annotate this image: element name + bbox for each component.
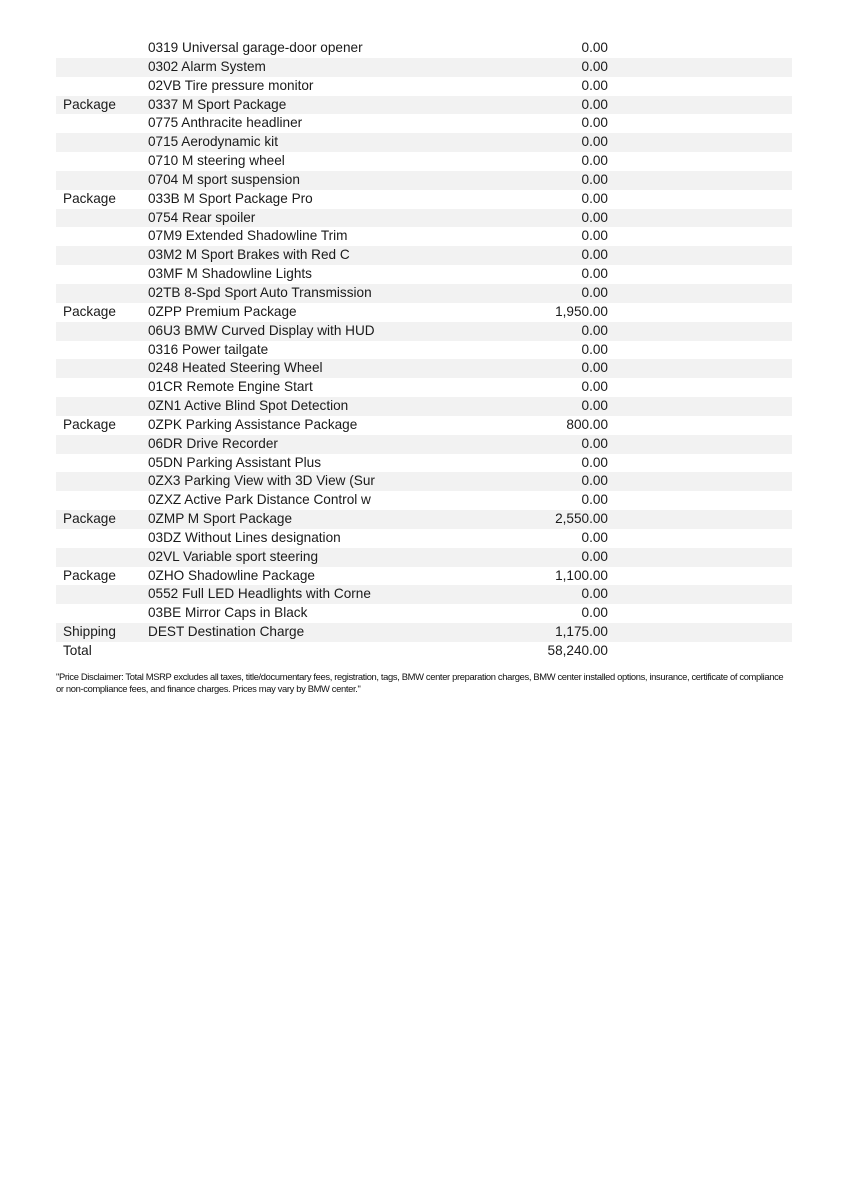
line-item-row [56,39,792,58]
line-item-description: 0337 M Sport Package [144,96,524,115]
row-spacer [608,133,792,152]
line-item-description: 07M9 Extended Shadowline Trim [148,228,348,244]
line-item-row [56,510,792,529]
line-item-description: 0316 Power tailgate [148,341,269,357]
line-item-row [56,623,792,642]
row-spacer [608,585,792,604]
row-spacer [608,246,792,265]
line-item-price: 0.00 [524,133,608,152]
line-item-price: 0.00 [581,605,608,621]
line-item-row [56,322,792,341]
line-item-row [56,284,792,303]
row-spacer [608,548,792,567]
price-table-body [56,39,792,661]
row-spacer [608,39,792,58]
line-item-row [56,491,792,510]
row-spacer [608,416,792,435]
row-spacer [608,510,792,529]
line-item-price: 0.00 [524,171,608,190]
line-item-category [56,341,144,360]
line-item-description: 06DR Drive Recorder [144,435,524,454]
line-item-category: Package [63,416,116,432]
line-item-category [56,435,144,454]
line-item-category [56,378,144,397]
line-item-price: 1,175.00 [524,623,608,642]
line-item-row [56,58,792,77]
row-spacer [608,623,792,642]
line-item-row [56,416,792,435]
line-item-row [56,567,792,586]
total-row [56,642,792,661]
line-item-price: 0.00 [581,77,608,93]
line-item-row [56,152,792,171]
line-item-description: 02TB 8-Spd Sport Auto Transmission [144,284,524,303]
line-item-price: 0.00 [581,529,608,545]
line-item-row [56,265,792,284]
line-item-price: 0.00 [524,548,608,567]
line-item-row [56,133,792,152]
row-spacer [608,359,792,378]
line-item-price: 0.00 [581,492,608,508]
line-item-price: 0.00 [581,228,608,244]
line-item-description: 03M2 M Sport Brakes with Red C [144,246,524,265]
line-item-category: Package [63,567,116,583]
line-item-description [144,642,524,661]
line-item-price: 0.00 [581,153,608,169]
line-item-row [56,435,792,454]
price-table [56,39,792,661]
line-item-price: 0.00 [524,209,608,228]
row-spacer [608,284,792,303]
row-spacer [608,77,792,96]
line-item-row [56,529,792,548]
line-item-row [56,548,792,567]
line-item-price: 1,950.00 [555,303,608,319]
row-spacer [608,397,792,416]
row-spacer [608,567,792,586]
line-item-description: 03DZ Without Lines designation [148,529,341,545]
line-item-category [56,491,144,510]
line-item-row [56,585,792,604]
row-spacer [608,604,792,623]
line-item-description: 0ZX3 Parking View with 3D View (Sur [144,472,524,491]
line-item-row [56,378,792,397]
line-item-category [56,265,144,284]
line-item-description: 0ZN1 Active Blind Spot Detection [144,397,524,416]
line-item-price: 0.00 [581,454,608,470]
line-item-row [56,246,792,265]
line-item-description: 02VB Tire pressure monitor [148,77,314,93]
line-item-description: 0ZPK Parking Assistance Package [148,416,358,432]
row-spacer [608,642,792,661]
line-item-price: 0.00 [581,40,608,55]
line-item-row [56,114,792,133]
line-item-price: 2,550.00 [524,510,608,529]
line-item-description: 0715 Aerodynamic kit [144,133,524,152]
line-item-description: 0319 Universal garage-door opener [148,40,363,55]
row-spacer [608,171,792,190]
line-item-price: 0.00 [524,58,608,77]
line-item-price: 0.00 [524,359,608,378]
line-item-description: 0710 M steering wheel [148,153,285,169]
line-item-description: DEST Destination Charge [144,623,524,642]
row-spacer [608,322,792,341]
line-item-description: 0ZMP M Sport Package [144,510,524,529]
row-spacer [608,472,792,491]
line-item-row [56,227,792,246]
row-spacer [608,341,792,360]
line-item-row [56,359,792,378]
line-item-price: 0.00 [581,266,608,282]
line-item-description: 0302 Alarm System [144,58,524,77]
line-item-price: 0.00 [524,472,608,491]
row-spacer [608,265,792,284]
line-item-description: 0ZHO Shadowline Package [148,567,315,583]
line-item-description: 02VL Variable sport steering [144,548,524,567]
row-spacer [608,209,792,228]
row-spacer [608,435,792,454]
line-item-price: 0.00 [581,341,608,357]
line-item-category: Package [63,190,116,206]
line-item-category [56,209,144,228]
line-item-category [56,77,144,96]
line-item-category: Package [56,510,144,529]
line-item-price: 0.00 [581,115,608,131]
line-item-category [56,359,144,378]
line-item-price: 800.00 [566,416,608,432]
line-item-category: Shipping [56,623,144,642]
line-item-description: 0ZPP Premium Package [148,303,297,319]
line-item-description: 05DN Parking Assistant Plus [148,454,322,470]
line-item-price: 0.00 [581,379,608,395]
line-item-row [56,77,792,96]
line-item-category [56,133,144,152]
line-item-price: 0.00 [524,96,608,115]
line-item-category: Package [63,303,116,319]
row-spacer [608,190,792,209]
row-spacer [608,303,792,322]
row-spacer [608,491,792,510]
line-item-category [56,152,144,171]
line-item-category [56,548,144,567]
line-item-description: 03BE Mirror Caps in Black [148,605,308,621]
line-item-category [56,227,144,246]
line-item-price: 0.00 [524,284,608,303]
line-item-category [56,284,144,303]
row-spacer [608,152,792,171]
line-item-price: 0.00 [524,435,608,454]
row-spacer [608,454,792,473]
line-item-price: 0.00 [524,585,608,604]
total-price: 58,240.00 [547,643,608,658]
line-item-category: Total [63,643,92,658]
line-item-category [56,604,144,623]
row-spacer [608,58,792,77]
row-spacer [608,529,792,548]
line-item-price: 0.00 [524,246,608,265]
line-item-category [56,529,144,548]
line-item-row [56,341,792,360]
line-item-category: Package [56,96,144,115]
line-item-category [56,171,144,190]
line-item-price: 1,100.00 [555,567,608,583]
line-item-row [56,454,792,473]
line-item-row [56,604,792,623]
line-item-description: 0ZXZ Active Park Distance Control w [148,492,371,508]
line-item-price: 0.00 [524,322,608,341]
line-item-description: 0704 M sport suspension [144,171,524,190]
row-spacer [608,114,792,133]
row-spacer [608,227,792,246]
line-item-category [56,454,144,473]
line-item-description: 0754 Rear spoiler [144,209,524,228]
line-item-category [56,114,144,133]
price-disclaimer: "Price Disclaimer: Total MSRP excludes all taxes, title/documentary fees, registration, tags, BMW center preparation charges, BMW center installed options, insurance, certificate of compliance or non-compliance fees, and finance charges. Prices may vary by BMW center." [56,671,784,694]
line-item-category [56,39,144,58]
line-item-row [56,190,792,209]
line-item-description: 0775 Anthracite headliner [148,115,303,131]
line-item-row [56,303,792,322]
line-item-category [56,397,144,416]
line-item-row [56,171,792,190]
line-item-category [56,322,144,341]
line-item-description: 06U3 BMW Curved Display with HUD [144,322,524,341]
row-spacer [608,378,792,397]
line-item-category [56,58,144,77]
line-item-row [56,472,792,491]
row-spacer [608,96,792,115]
line-item-category [56,585,144,604]
line-item-row [56,209,792,228]
line-item-row [56,96,792,115]
line-item-description: 0248 Heated Steering Wheel [144,359,524,378]
line-item-price: 0.00 [524,397,608,416]
line-item-category [56,472,144,491]
line-item-description: 01CR Remote Engine Start [148,379,313,395]
line-item-price: 0.00 [581,190,608,206]
line-item-description: 03MF M Shadowline Lights [148,266,312,282]
line-item-row [56,397,792,416]
line-item-category [56,246,144,265]
line-item-description: 0552 Full LED Headlights with Corne [144,585,524,604]
line-item-description: 033B M Sport Package Pro [148,190,313,206]
